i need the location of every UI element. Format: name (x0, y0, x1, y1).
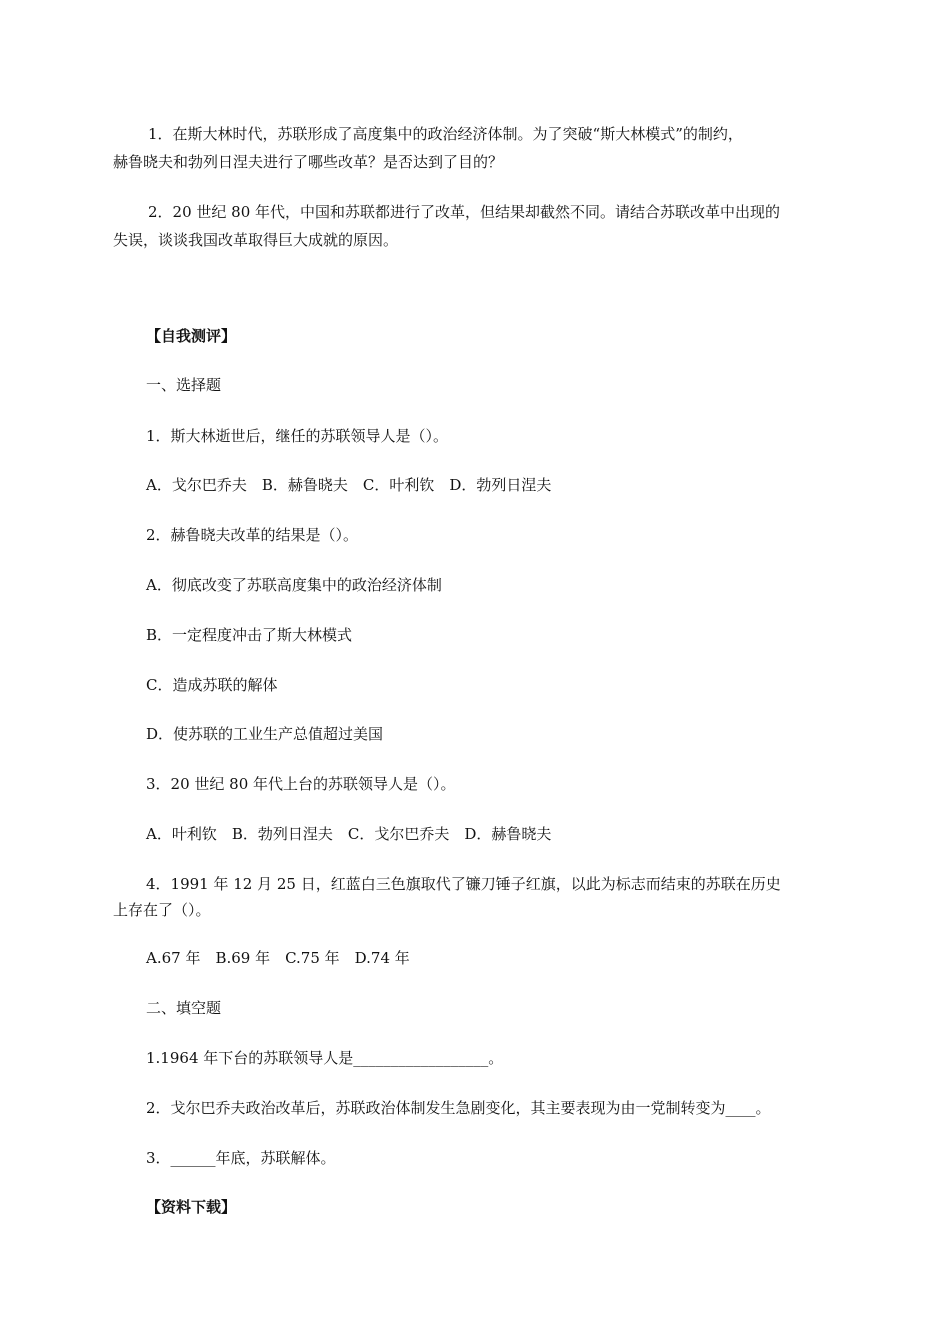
question-2-line-2: 失误，谈谈我国改革取得巨大成就的原因。 (113, 231, 399, 249)
self-test-heading: 【自我测评】 (146, 327, 237, 345)
fill-2: 2．戈尔巴乔夫政治改革后，苏联政治体制发生急剧变化，其主要表现为由一党制转变为____。 (146, 1099, 771, 1117)
question-2-line-1: 2．20 世纪 80 年代，中国和苏联都进行了改革，但结果却截然不同。请结合苏联改革中出现的 (148, 203, 781, 221)
mc-2-stem: 2．赫鲁晓夫改革的结果是（）。 (146, 526, 359, 544)
mc-4-options: A.67 年 B.69 年 C.75 年 D.74 年 (146, 949, 410, 967)
mc-4-stem-line-2: 上存在了（）。 (113, 901, 211, 919)
question-1-line-1: 1．在斯大林时代，苏联形成了高度集中的政治经济体制。为了突破“斯大林模式”的制约， (148, 125, 743, 143)
mc-1-options: A．戈尔巴乔夫 B．赫鲁晓夫 C．叶利钦 D．勃列日涅夫 (146, 476, 552, 494)
mc-1-stem: 1．斯大林逝世后，继任的苏联领导人是（）。 (146, 427, 449, 445)
mc-2-option-a: A．彻底改变了苏联高度集中的政治经济体制 (146, 576, 442, 594)
fill-3: 3．______年底，苏联解体。 (146, 1149, 336, 1167)
section-multiple-choice: 一、选择题 (146, 376, 222, 394)
mc-3-options: A．叶利钦 B．勃列日涅夫 C．戈尔巴乔夫 D．赫鲁晓夫 (146, 825, 552, 843)
fill-1: 1.1964 年下台的苏联领导人是__________________。 (146, 1049, 504, 1067)
mc-2-option-c: C．造成苏联的解体 (146, 676, 278, 694)
question-1-line-2: 赫鲁晓夫和勃列日涅夫进行了哪些改革？是否达到了目的？ (113, 153, 504, 171)
section-fill-blank: 二、填空题 (146, 999, 222, 1017)
mc-2-option-d: D．使苏联的工业生产总值超过美国 (146, 725, 384, 743)
mc-4-stem-line-1: 4．1991 年 12 月 25 日，红蓝白三色旗取代了镰刀锤子红旗，以此为标志而结束的苏联在历史 (146, 875, 781, 893)
download-heading: 【资料下载】 (146, 1198, 237, 1216)
mc-3-stem: 3．20 世纪 80 年代上台的苏联领导人是（）。 (146, 775, 456, 793)
mc-2-option-b: B．一定程度冲击了斯大林模式 (146, 626, 353, 644)
